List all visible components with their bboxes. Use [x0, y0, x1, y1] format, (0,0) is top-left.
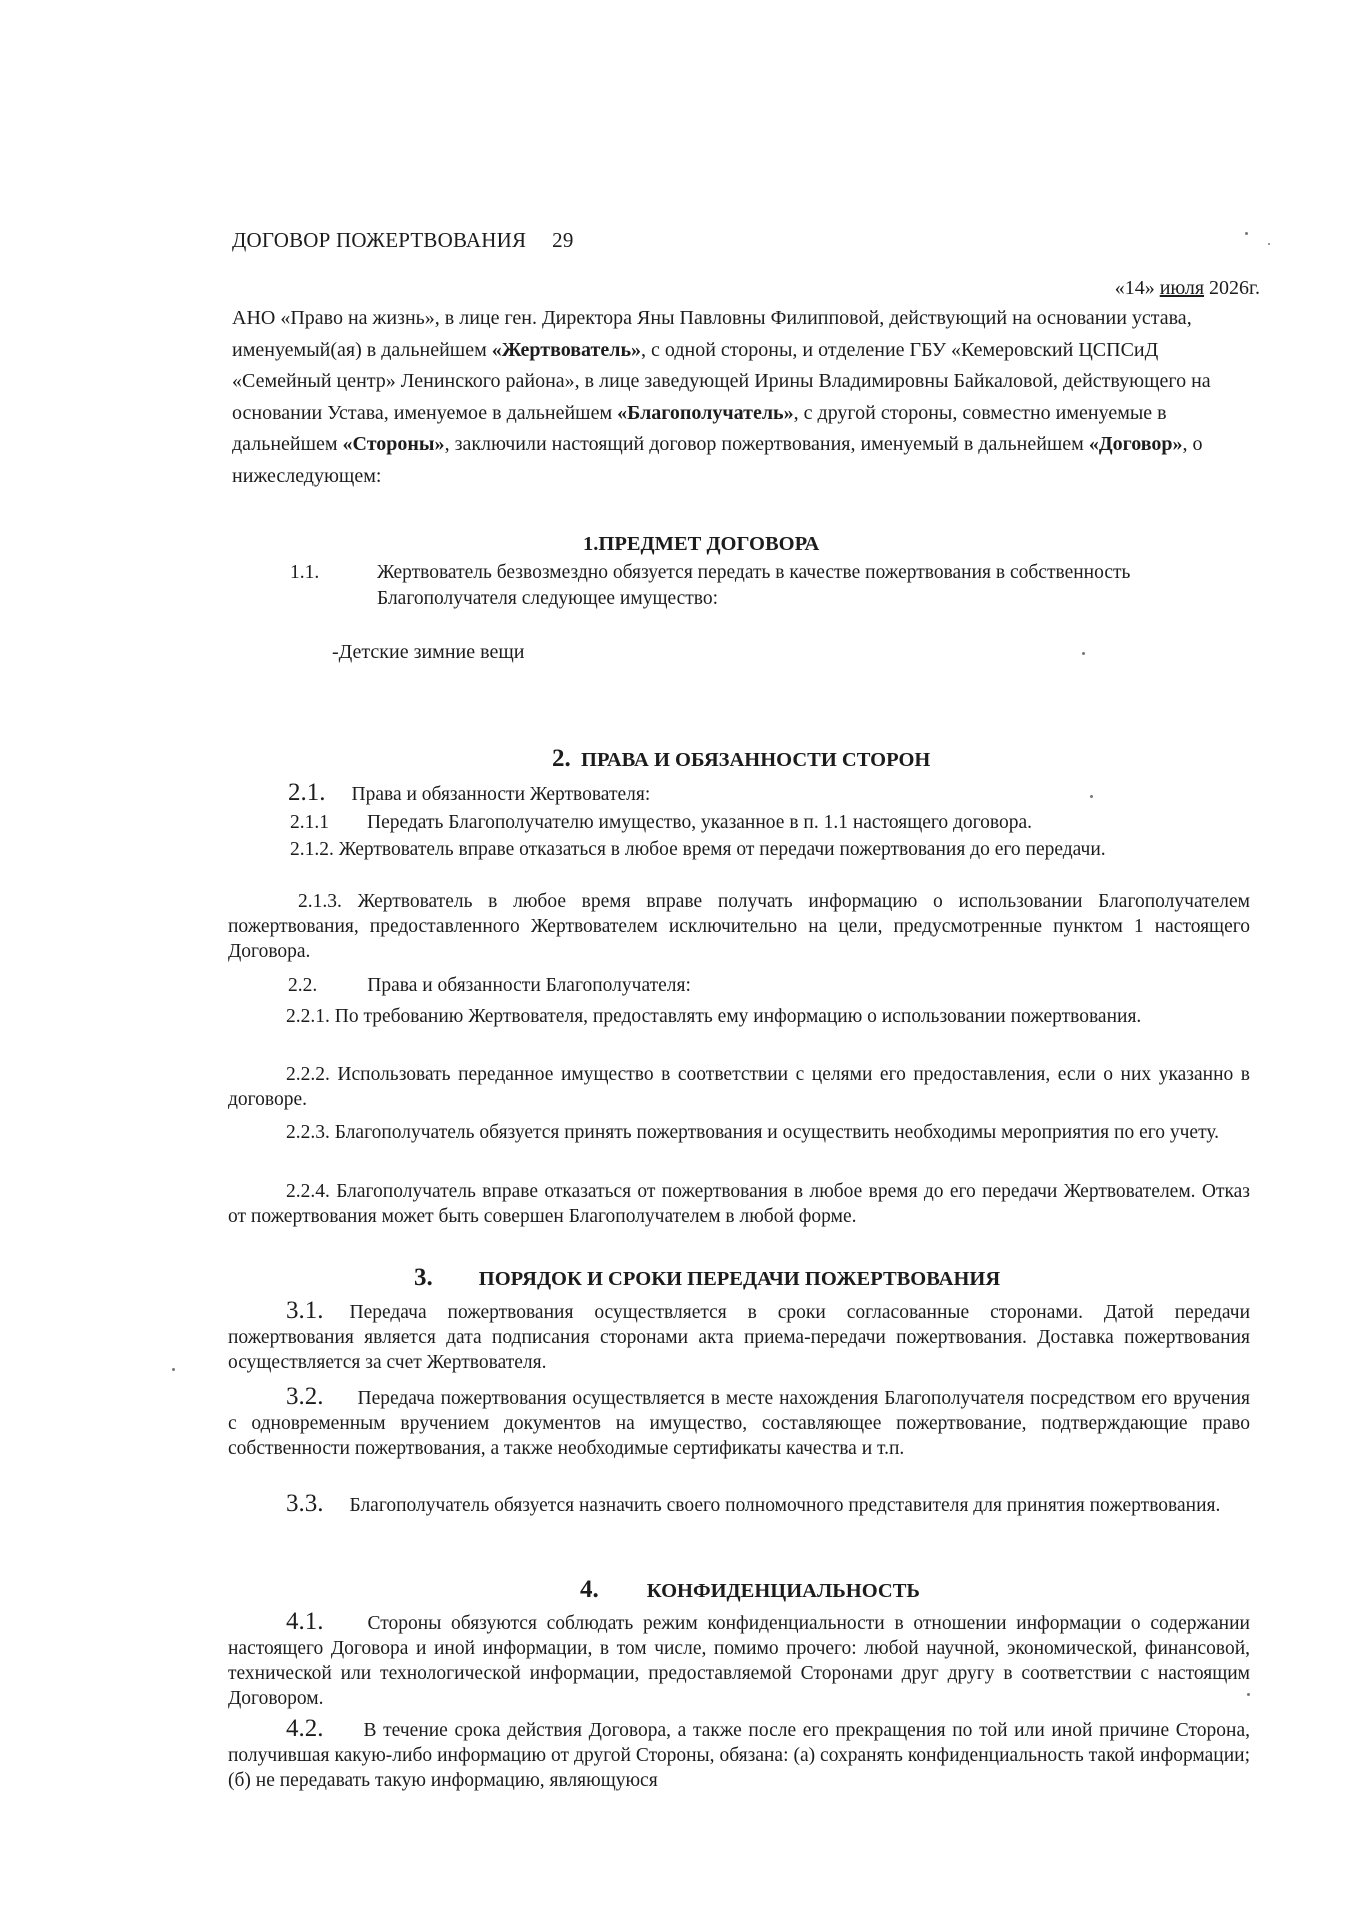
term-parties: «Стороны» [342, 433, 445, 455]
intro-paragraph [232, 303, 1258, 492]
scan-speck [172, 1368, 175, 1371]
item-4-2 [228, 1716, 1250, 1793]
section4-heading [580, 1576, 920, 1604]
section1-heading: 1.ПРЕДМЕТ ДОГОВОРА [583, 533, 820, 555]
intro-text-4: , заключили настоящий договор пожертвования, именуемый в дальнейшем [444, 433, 1089, 455]
item-2-2-2: 2.2.2. Использовать переданное имущество в соответствии с целями его предоставления, если о них указанно в договоре. [228, 1064, 1250, 1110]
intro-text-1: АНО «Право на жизнь», в лице ген. Директора Яны Павловны Филипповой, действующий на основании устава, именуемый(ая) в дальнейшем [232, 307, 1192, 361]
donated-property: -Детские зимние вещи [332, 641, 525, 663]
scan-speck [1082, 652, 1085, 655]
section2-heading [552, 745, 930, 773]
intro-text-3: , с другой стороны, совместно именуемые в дальнейшем [232, 401, 1167, 455]
term-recipient: «Благополучатель» [617, 401, 794, 424]
section4-number: 4. [580, 1576, 599, 1603]
section3-number: 3. [414, 1264, 433, 1291]
scan-speck [1268, 243, 1270, 245]
item-3-2-number: 3.2. [286, 1383, 324, 1410]
term-donor: «Жертвователь» [491, 338, 642, 361]
item-3-3-number: 3.3. [286, 1490, 324, 1517]
item-2-2-text: Права и обязанности Благополучателя: [367, 975, 691, 996]
date-month: июля [1159, 277, 1205, 299]
section2-number: 2. [552, 745, 571, 772]
date-day: «14» [1114, 277, 1155, 299]
item-2-2-4: 2.2.4. Благополучатель вправе отказаться от пожертвования в любое время до его передачи Жертвователем. Отказ от пожертвования может быть совершен Благополучателем в любой форме. [228, 1181, 1250, 1227]
item-2-1-1-number: 2.1.1 [290, 812, 329, 833]
section3-heading [414, 1264, 1000, 1292]
item-2-2-1: 2.2.1. По требованию Жертвователя, предоставлять ему информацию о использовании пожертвования. [286, 1006, 1142, 1027]
item-2-1-text: Права и обязанности Жертвователя: [351, 784, 651, 805]
date-year: 2026г. [1209, 277, 1260, 299]
item-2-2-number: 2.2. [288, 975, 318, 996]
item-2-1-2: 2.1.2. Жертвователь вправе отказаться в любое время от передачи пожертвования до его передачи. [290, 839, 1106, 860]
item-4-1-text: Стороны обязуются соблюдать режим конфиденциальности в отношении информации о содержании настоящего Договора и иной информации, в том числе, помимо прочего: любой научной, экономической, финансовой, технической или технологической информации, предоставляемой Сторонами друг другу в соответствии с настоящим Договором. [228, 1613, 1250, 1709]
item-3-2 [228, 1384, 1250, 1461]
section2-title: ПРАВА И ОБЯЗАННОСТИ СТОРОН [581, 749, 931, 771]
contract-number: 29 [552, 228, 574, 252]
item-4-1 [228, 1609, 1250, 1711]
section3-title: ПОРЯДОК И СРОКИ ПЕРЕДАЧИ ПОЖЕРТВОВАНИЯ [478, 1268, 1001, 1290]
item-2-2-3: 2.2.3. Благополучатель обязуется принять пожертвования и осуществить необходимы мероприятия по его учету. [286, 1122, 1220, 1143]
term-contract: «Договор» [1088, 433, 1183, 455]
item-1-1-text: Жертвователь безвозмездно обязуется передать в качестве пожертвования в собственность Благополучателя следующее имущество: [377, 562, 1131, 609]
intro-text-2: , с одной стороны, и отделение ГБУ «Кемеровский ЦСПСиД «Семейный центр» Ленинского района», в лице заведующей Ирины Владимировны Байкаловой, действующего на основании Устава, именуемое в дальнейшем [232, 338, 1211, 424]
item-3-1-number: 3.1. [286, 1297, 324, 1324]
title-text: ДОГОВОР ПОЖЕРТВОВАНИЯ [232, 228, 527, 252]
item-2-1-1-text: Передать Благополучателю имущество, указанное в п. 1.1 настоящего договора. [367, 812, 1033, 833]
item-2-1-1 [290, 810, 1312, 835]
item-3-1-text: Передача пожертвования осуществляется в сроки согласованные сторонами. Датой передачи пожертвования является дата подписания сторонами акта приема-передачи пожертвования. Доставка пожертвования осуществляется за счет Жертвователя. [228, 1302, 1250, 1373]
scan-speck [1090, 795, 1093, 798]
section4-title: КОНФИДЕНЦИАЛЬНОСТЬ [646, 1580, 920, 1602]
item-4-2-number: 4.2. [286, 1715, 324, 1742]
item-2-1 [288, 780, 1310, 807]
item-2-1-number: 2.1. [288, 779, 326, 806]
document-title [232, 228, 574, 253]
item-4-2-text: В течение срока действия Договора, а также после его прекращения по той или иной причине Сторона, получившая какую-либо информацию от другой Стороны, обязана: (а) сохранять конфиденциальность такой информации; (б) не передавать такую информацию, являющуюся [228, 1720, 1250, 1791]
intro-text-5: , о нижеследующем: [232, 433, 1203, 487]
item-1-1-number: 1.1. [290, 562, 320, 583]
item-3-3 [228, 1491, 1250, 1518]
item-2-1-3: 2.1.3. Жертвователь в любое время вправе получать информацию о использовании Благополучателем пожертвования, предоставленного Жертвователем исключительно на цели, предусмотренные пунктом 1 настоящего Договора. [228, 891, 1250, 962]
item-3-3-text: Благополучатель обязуется назначить своего полномочного представителя для принятия пожертвования. [349, 1495, 1221, 1516]
item-4-1-number: 4.1. [286, 1608, 324, 1635]
contract-date [1115, 277, 1260, 300]
item-2-2 [288, 973, 1310, 998]
scan-speck [1245, 232, 1248, 235]
item-3-1 [228, 1298, 1250, 1375]
item-3-2-text: Передача пожертвования осуществляется в месте нахождения Благополучателя посредством его вручения с одновременным вручением документов на имущество, составляющее пожертвование, подтверждающие право собственности пожертвования, а также необходимые сертификаты качества и т.п. [228, 1388, 1250, 1459]
scan-speck [1247, 1693, 1250, 1696]
